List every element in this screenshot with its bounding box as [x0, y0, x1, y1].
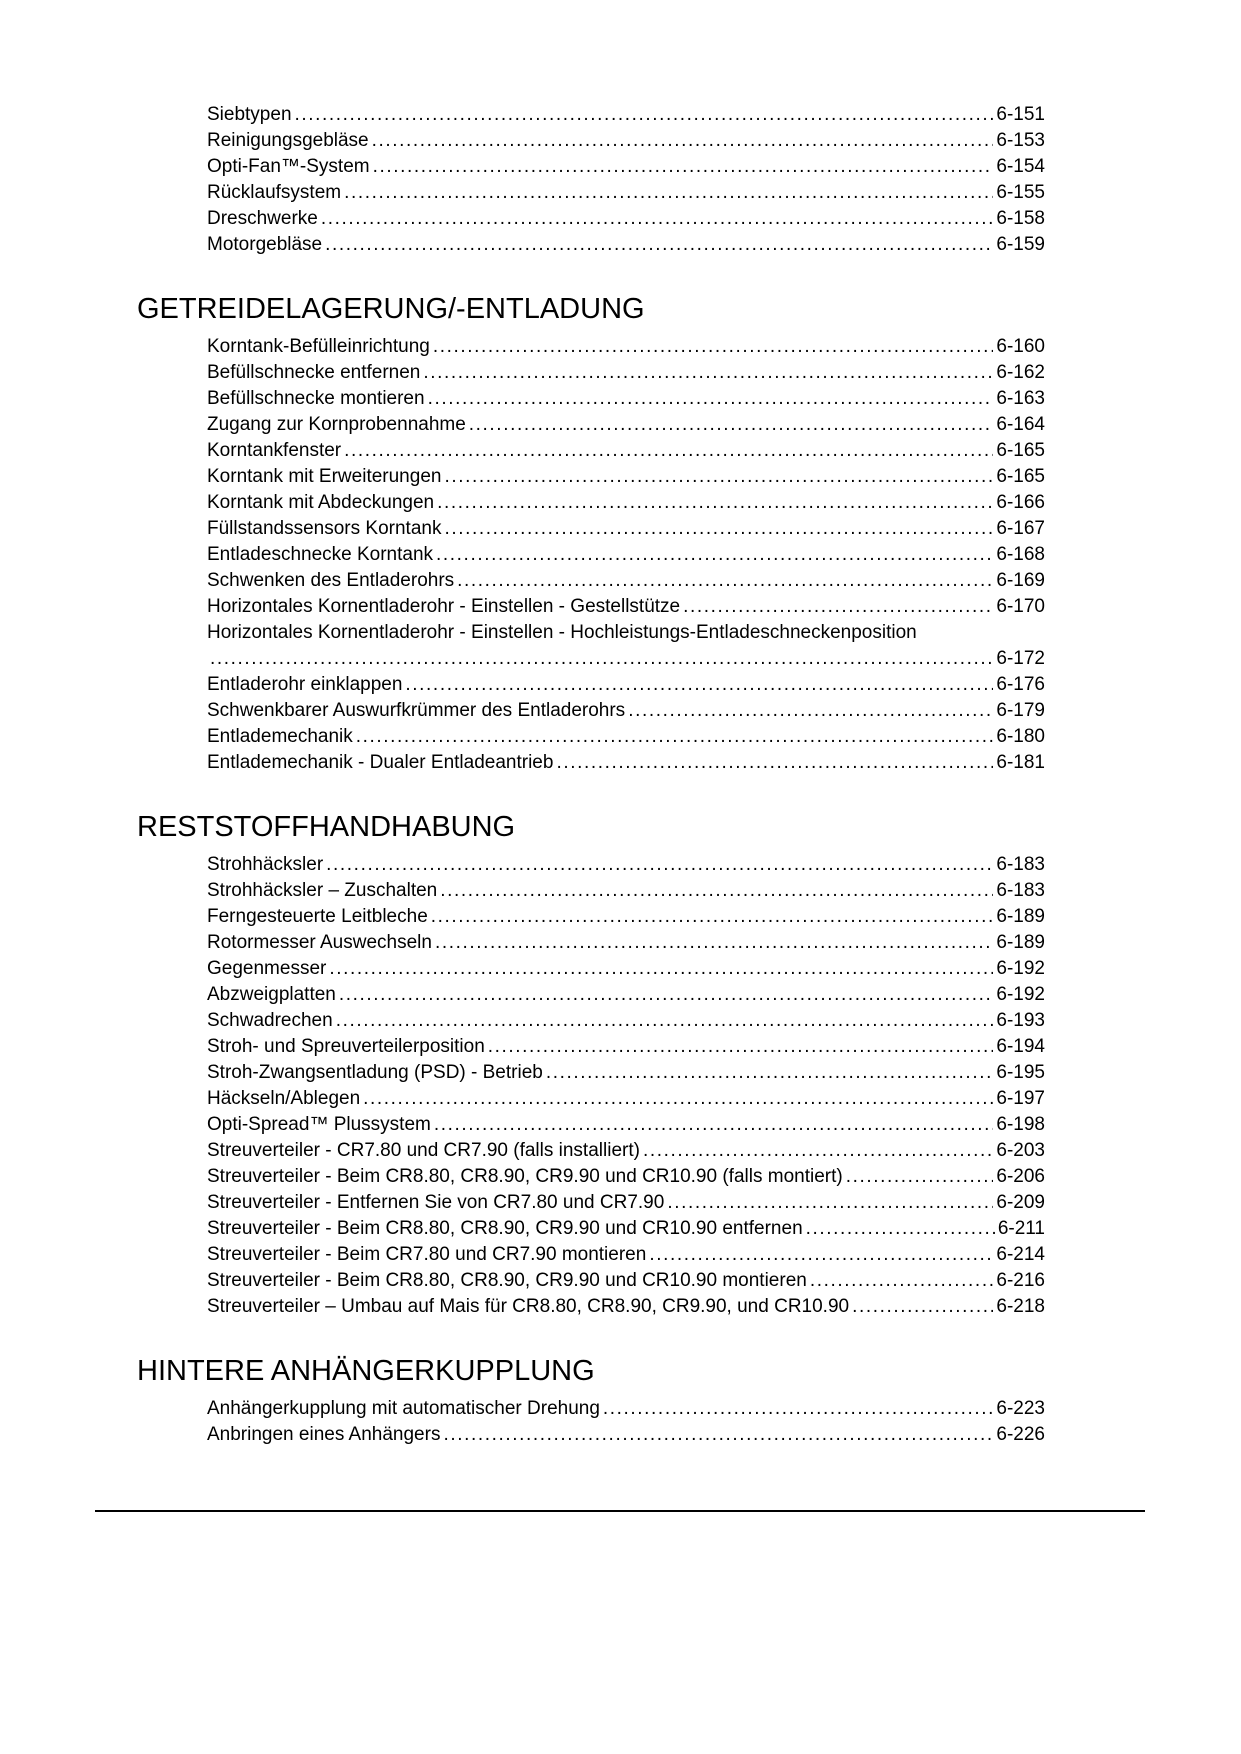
entry-title: Stroh- und Spreuverteilerposition — [207, 1036, 485, 1057]
entry-title: Abzweigplatten — [207, 984, 336, 1005]
dot-leader — [435, 930, 993, 956]
toc-entry — [207, 1294, 1045, 1320]
section-entries — [137, 852, 1045, 1320]
toc-entry — [207, 982, 1045, 1008]
toc-entry — [207, 1034, 1045, 1060]
dot-leader — [469, 412, 994, 438]
entry-title: Streuverteiler - CR7.80 und CR7.90 (falls installiert) — [207, 1140, 640, 1161]
entry-title: Anhängerkupplung mit automatischer Drehung — [207, 1398, 600, 1419]
entry-title: Siebtypen — [207, 104, 292, 125]
toc-entry — [207, 594, 1045, 620]
entry-title: Korntank mit Erweiterungen — [207, 466, 442, 487]
dot-leader — [428, 386, 994, 412]
toc-entry — [207, 878, 1045, 904]
dot-leader — [852, 1294, 993, 1320]
dot-leader — [643, 1138, 993, 1164]
entry-page-number: 6-197 — [996, 1088, 1045, 1109]
dot-leader — [433, 334, 994, 360]
dot-leader — [810, 1268, 994, 1294]
toc-entry — [207, 154, 1045, 180]
toc-entry — [207, 956, 1045, 982]
dot-leader — [649, 1242, 993, 1268]
entry-title: Gegenmesser — [207, 958, 327, 979]
entry-title: Streuverteiler - Beim CR7.80 und CR7.90 montieren — [207, 1244, 647, 1265]
section-heading: GETREIDELAGERUNG/-ENTLADUNG — [137, 293, 645, 325]
toc-entry — [207, 490, 1045, 516]
entry-title: Rücklaufsystem — [207, 182, 342, 203]
section-heading: RESTSTOFFHANDHABUNG — [137, 811, 516, 843]
toc-entry — [207, 1086, 1045, 1112]
dot-leader — [546, 1060, 994, 1086]
entry-page-number: 6-162 — [996, 362, 1045, 383]
entry-page-number: 6-160 — [996, 336, 1045, 357]
entry-page-number: 6-168 — [996, 544, 1045, 565]
entry-page-number: 6-194 — [996, 1036, 1045, 1057]
dot-leader — [339, 982, 994, 1008]
toc-entry — [207, 1242, 1045, 1268]
entry-title: Korntank mit Abdeckungen — [207, 492, 435, 513]
entry-title: Befüllschnecke entfernen — [207, 362, 421, 383]
toc-entry — [207, 102, 1045, 128]
toc-entry — [207, 542, 1045, 568]
entry-page-number: 6-169 — [996, 570, 1045, 591]
entry-page-number: 6-155 — [996, 182, 1045, 203]
entry-page-number: 6-151 — [996, 104, 1045, 125]
entry-page-number: 6-179 — [996, 700, 1045, 721]
entry-page-number: 6-216 — [996, 1270, 1045, 1291]
entry-page-number: 6-209 — [996, 1192, 1045, 1213]
toc-entry — [207, 1112, 1045, 1138]
entry-page-number: 6-165 — [996, 466, 1045, 487]
toc-entry — [207, 386, 1045, 412]
table-of-contents — [137, 102, 1045, 1448]
entry-page-number: 6-203 — [996, 1140, 1045, 1161]
entry-page-number: 6-163 — [996, 388, 1045, 409]
entry-page-number: 6-165 — [996, 440, 1045, 461]
entry-title: Rotormesser Auswechseln — [207, 932, 432, 953]
entry-title: Entlademechanik — [207, 726, 353, 747]
dot-leader — [846, 1164, 994, 1190]
entry-title: Schwadrechen — [207, 1010, 333, 1031]
entry-title: Entlademechanik - Dualer Entladeantrieb — [207, 752, 554, 773]
section-entries — [137, 1396, 1045, 1448]
toc-entry — [207, 464, 1045, 490]
toc-entry — [207, 360, 1045, 386]
dot-leader — [444, 464, 993, 490]
dot-leader — [806, 1216, 995, 1242]
toc-entry — [207, 568, 1045, 594]
dot-leader — [488, 1034, 994, 1060]
dot-leader — [344, 180, 993, 206]
toc-entry — [207, 1060, 1045, 1086]
entry-page-number: 6-170 — [996, 596, 1045, 617]
entry-title: Korntank-Befülleinrichtung — [207, 336, 430, 357]
entry-title: Anbringen eines Anhängers — [207, 1424, 441, 1445]
entry-title: Streuverteiler - Beim CR8.80, CR8.90, CR9.90 und CR10.90 montieren — [207, 1270, 807, 1291]
entry-title: Häckseln/Ablegen — [207, 1088, 361, 1109]
entry-title: Entladeschnecke Korntank — [207, 544, 434, 565]
dot-leader — [295, 102, 994, 128]
toc-entry — [207, 1008, 1045, 1034]
toc-entry — [207, 750, 1045, 776]
entry-title: Stroh-Zwangsentladung (PSD) - Betrieb — [207, 1062, 543, 1083]
dot-leader — [325, 232, 993, 258]
toc-section — [137, 102, 1045, 258]
entry-title: Korntankfenster — [207, 440, 342, 461]
toc-entry — [207, 516, 1045, 542]
dot-leader — [329, 956, 993, 982]
dot-leader — [356, 724, 994, 750]
entry-page-number: 6-211 — [997, 1218, 1045, 1239]
toc-entry — [207, 620, 1045, 672]
entry-page-number: 6-193 — [996, 1010, 1045, 1031]
entry-title: Streuverteiler - Entfernen Sie von CR7.80 und CR7.90 — [207, 1192, 665, 1213]
dot-leader — [344, 438, 993, 464]
entry-page-number: 6-172 — [996, 648, 1045, 669]
toc-entry — [207, 334, 1045, 360]
entry-title: Strohhäcksler – Zuschalten — [207, 880, 438, 901]
entry-page-number: 6-153 — [996, 130, 1045, 151]
entry-page-number: 6-192 — [996, 984, 1045, 1005]
dot-leader — [443, 1422, 993, 1448]
entry-page-number: 6-159 — [996, 234, 1045, 255]
entry-page-number: 6-158 — [996, 208, 1045, 229]
toc-entry — [207, 1422, 1045, 1448]
section-heading: HINTERE ANHÄNGERKUPPLUNG — [137, 1355, 595, 1387]
entry-title: Schwenken des Entladerohrs — [207, 570, 455, 591]
dot-leader — [628, 698, 993, 724]
entry-title: Streuverteiler - Beim CR8.80, CR8.90, CR9.90 und CR10.90 (falls montiert) — [207, 1166, 843, 1187]
toc-section — [137, 1354, 1045, 1448]
dot-leader — [321, 206, 994, 232]
toc-entry — [207, 232, 1045, 258]
toc-section — [137, 810, 1045, 1320]
entry-title: Befüllschnecke montieren — [207, 388, 425, 409]
entry-page-number: 6-192 — [996, 958, 1045, 979]
dot-leader — [667, 1190, 993, 1216]
entry-page-number: 6-164 — [996, 414, 1045, 435]
entry-page-number: 6-176 — [996, 674, 1045, 695]
toc-entry — [207, 438, 1045, 464]
entry-page-number: 6-198 — [996, 1114, 1045, 1135]
entry-title: Streuverteiler – Umbau auf Mais für CR8.80, CR8.90, CR9.90, und CR10.90 — [207, 1296, 850, 1317]
entry-title: Füllstandssensors Korntank — [207, 518, 442, 539]
entry-page-number: 6-214 — [996, 1244, 1045, 1265]
dot-leader — [326, 852, 993, 878]
entry-title: Zugang zur Kornprobennahme — [207, 414, 466, 435]
dot-leader — [556, 750, 993, 776]
dot-leader — [405, 672, 993, 698]
toc-entry — [207, 412, 1045, 438]
toc-entry — [207, 1396, 1045, 1422]
entry-title: Entladerohr einklappen — [207, 674, 403, 695]
entry-page-number: 6-180 — [996, 726, 1045, 747]
dot-leader — [363, 1086, 993, 1112]
dot-leader — [336, 1008, 994, 1034]
dot-leader — [457, 568, 993, 594]
section-entries — [137, 334, 1045, 776]
dot-leader — [423, 360, 993, 386]
toc-entry — [207, 724, 1045, 750]
entry-page-number: 6-226 — [996, 1424, 1045, 1445]
entry-page-number: 6-166 — [996, 492, 1045, 513]
entry-page-number: 6-167 — [996, 518, 1045, 539]
dot-leader — [372, 128, 994, 154]
entry-title: Horizontales Kornentladerohr - Einstellen - Gestellstütze — [207, 596, 681, 617]
dot-leader — [210, 646, 993, 672]
entry-page-number: 6-189 — [996, 906, 1045, 927]
toc-section — [137, 292, 1045, 776]
entry-page-number: 6-181 — [996, 752, 1045, 773]
entry-page-number: 6-206 — [996, 1166, 1045, 1187]
toc-entry — [207, 1190, 1045, 1216]
entry-page-number: 6-183 — [996, 880, 1045, 901]
toc-entry — [207, 698, 1045, 724]
entry-page-number: 6-218 — [996, 1296, 1045, 1317]
toc-entry — [207, 1268, 1045, 1294]
entry-title: Reinigungsgebläse — [207, 130, 369, 151]
toc-entry — [207, 180, 1045, 206]
toc-entry — [207, 1216, 1045, 1242]
toc-entry — [207, 672, 1045, 698]
dot-leader — [440, 878, 993, 904]
section-entries — [137, 102, 1045, 258]
entry-page-number: 6-189 — [996, 932, 1045, 953]
dot-leader — [434, 1112, 994, 1138]
dot-leader — [373, 154, 994, 180]
dot-leader — [437, 490, 993, 516]
entry-title: Strohhäcksler — [207, 854, 324, 875]
dot-leader — [683, 594, 993, 620]
entry-title: Dreschwerke — [207, 208, 318, 229]
toc-entry — [207, 930, 1045, 956]
entry-title: Streuverteiler - Beim CR8.80, CR8.90, CR9.90 und CR10.90 entfernen — [207, 1218, 803, 1239]
toc-entry — [207, 904, 1045, 930]
dot-leader — [436, 542, 993, 568]
entry-page-number: 6-154 — [996, 156, 1045, 177]
entry-title: Opti-Fan™-System — [207, 156, 370, 177]
footer-rule — [95, 1510, 1145, 1512]
dot-leader — [603, 1396, 993, 1422]
toc-entry — [207, 1138, 1045, 1164]
dot-leader — [444, 516, 993, 542]
entry-page-number: 6-195 — [996, 1062, 1045, 1083]
entry-title: Schwenkbarer Auswurfkrümmer des Entladerohrs — [207, 700, 626, 721]
toc-entry — [207, 1164, 1045, 1190]
toc-entry — [207, 206, 1045, 232]
entry-page-number: 6-183 — [996, 854, 1045, 875]
entry-title: Opti-Spread™ Plussystem — [207, 1114, 431, 1135]
toc-entry — [207, 128, 1045, 154]
entry-page-number: 6-223 — [996, 1398, 1045, 1419]
entry-title: Ferngesteuerte Leitbleche — [207, 906, 428, 927]
dot-leader — [431, 904, 994, 930]
entry-title: Horizontales Kornentladerohr - Einstellen - Hochleistungs-Entladeschneckenposition — [207, 622, 917, 643]
toc-entry — [207, 852, 1045, 878]
entry-title: Motorgebläse — [207, 234, 323, 255]
